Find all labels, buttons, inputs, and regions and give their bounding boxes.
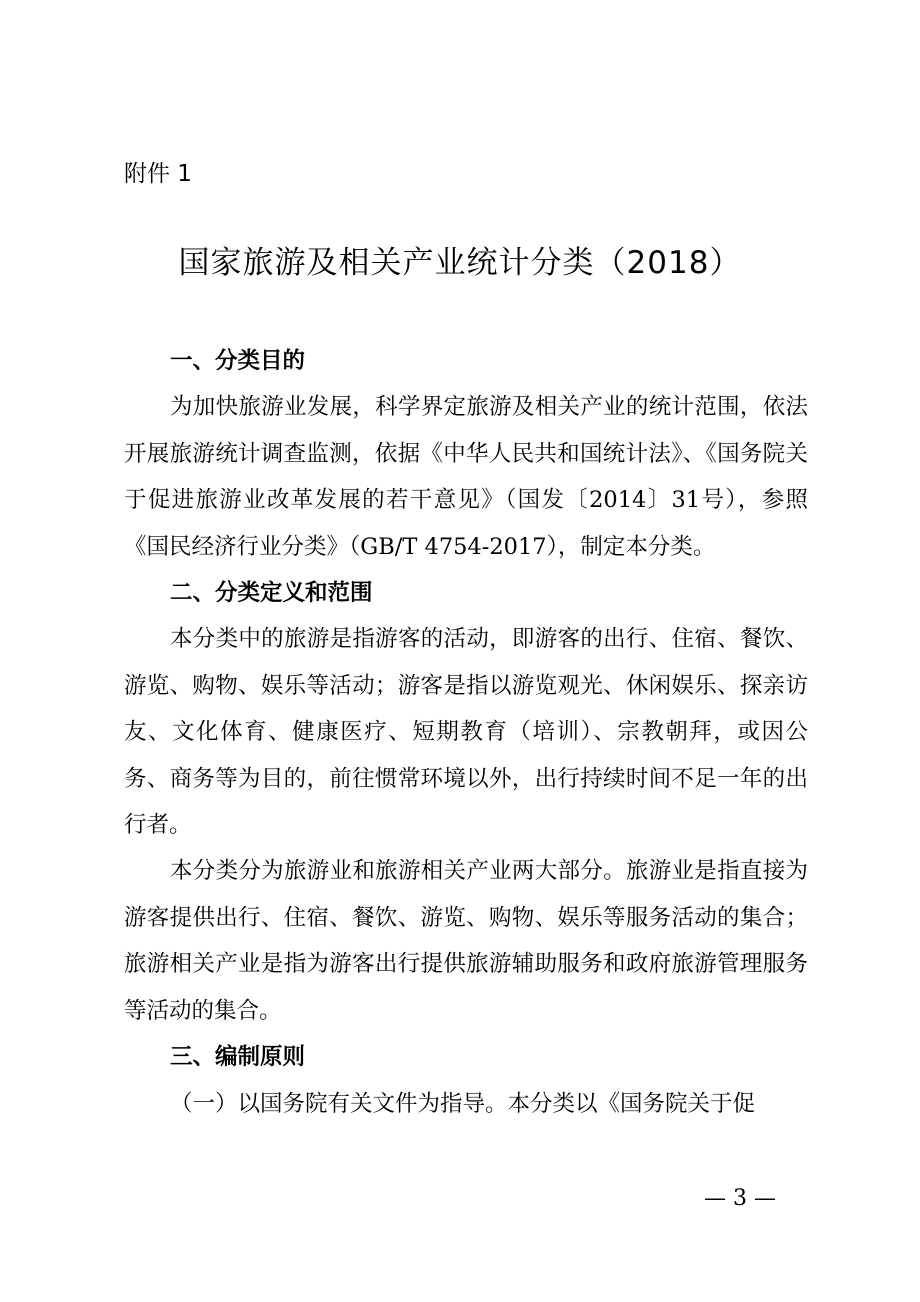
paragraph: 为加快旅游业发展，科学界定旅游及相关产业的统计范围，依法开展旅游统计调查监测，依据《中华人民共和国统计法》、《国务院关于促进旅游业改革发展的若干意见》（国发〔2014〕31号），参照《国民经济行业分类》（GB/T 4754-2017），制定本分类。	[124, 394, 808, 560]
attachment-label: 附件 1	[124, 161, 192, 187]
document-body	[124, 338, 808, 1127]
section-heading-principles: 三、编制原则	[170, 1044, 306, 1071]
paragraph: 本分类分为旅游业和旅游相关产业两大部分。旅游业是指直接为游客提供出行、住宿、餐饮、游览、购物、娱乐等服务活动的集合；旅游相关产业是指为游客出行提供旅游辅助服务和政府旅游管理服务等活动的集合。	[124, 858, 808, 1024]
document-title: 国家旅游及相关产业统计分类（2018）	[178, 245, 742, 281]
page-number: — 3 —	[704, 1186, 776, 1211]
paragraph: 本分类中的旅游是指游客的活动，即游客的出行、住宿、餐饮、游览、购物、娱乐等活动；游客是指以游览观光、休闲娱乐、探亲访友、文化体育、健康医疗、短期教育（培训）、宗教朝拜，或因公务、商务等为目的，前往惯常环境以外，出行持续时间不足一年的出行者。	[124, 626, 808, 839]
paragraph: （一）以国务院有关文件为指导。本分类以《国务院关于促	[170, 1090, 756, 1117]
section-heading-definition: 二、分类定义和范围	[170, 580, 373, 607]
section-heading-purpose: 一、分类目的	[170, 348, 306, 374]
